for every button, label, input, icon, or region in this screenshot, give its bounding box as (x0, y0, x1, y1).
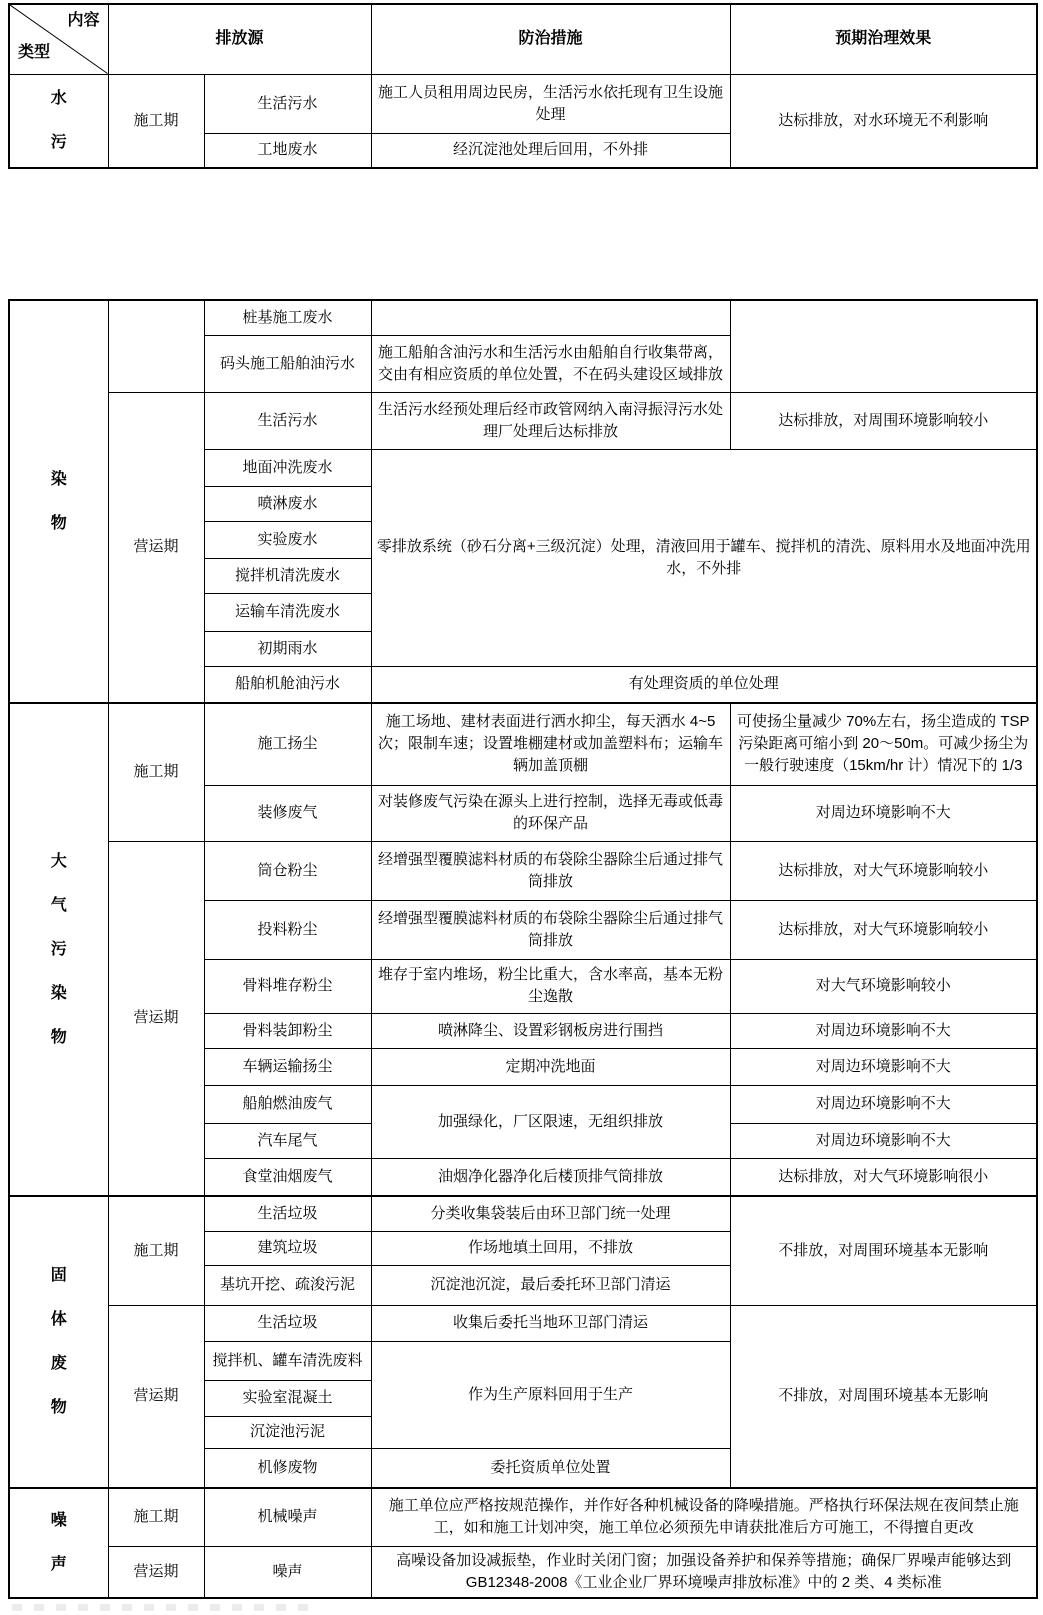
period-cell-air-operation: 营运期 (108, 841, 204, 1196)
source-cell-construction-garbage: 建筑垃圾 (204, 1231, 371, 1265)
header-row (9, 4, 1037, 74)
effect-cell-vehicle-exhaust: 对周边环境影响不大 (730, 1123, 1037, 1158)
category-label-noise: 噪声 (50, 1512, 67, 1573)
source-cell-spray-wastewater: 喷淋废水 (204, 486, 371, 521)
source-cell-sedimentation-sludge: 沉淀池污泥 (204, 1416, 371, 1448)
measure-cell-wharf-oily-water: 施工船舶含油污水和生活污水由船舶自行收集带离，交由有相应资质的单位处置，不在码头建设区域排放 (371, 335, 730, 392)
effect-cell-aggregate-storage-dust: 对大气环境影响较小 (730, 959, 1037, 1013)
period-cell-solid-operation: 营运期 (108, 1305, 204, 1488)
measure-cell-engine-room-oily-water: 有处理资质的单位处理 (371, 666, 1037, 703)
column-header-measure: 防治措施 (371, 4, 730, 74)
period-cell-noise-construction: 施工期 (108, 1488, 204, 1546)
category-cell-air (9, 703, 108, 1196)
effect-cell-feeding-dust: 达标排放，对大气环境影响较小 (730, 900, 1037, 959)
table-row (9, 841, 1037, 900)
effect-cell-kitchen-fume: 达标排放，对大气环境影响很小 (730, 1158, 1037, 1196)
source-cell-operation-noise: 噪声 (204, 1546, 371, 1598)
measure-cell-zero-discharge: 零排放系统（砂石分离+三级沉淀）处理，清液回用于罐车、搅拌机的清洗、原料用水及地面冲洗用水，不外排 (371, 449, 1037, 666)
source-cell-domestic-sewage: 生活污水 (204, 74, 371, 133)
source-cell-ground-washing: 地面冲洗废水 (204, 449, 371, 486)
table-row (9, 74, 1037, 133)
effect-cell-construction-dust: 可使扬尘量减少 70%左右，扬尘造成的 TSP 污染距离可缩小到 20～50m。可减少扬尘为一般行驶速度（15km/hr 计）情况下的 1/3 (730, 703, 1037, 785)
table-row (9, 703, 1037, 785)
source-cell-silo-dust: 筒仓粉尘 (204, 841, 371, 900)
table-row (9, 1196, 1037, 1231)
source-cell-pile-wastewater: 桩基施工废水 (204, 300, 371, 335)
table-row (9, 1488, 1037, 1546)
source-cell-site-wastewater: 工地废水 (204, 133, 371, 168)
period-cell-construction: 施工期 (108, 74, 204, 168)
period-cell-solid-construction: 施工期 (108, 1196, 204, 1305)
measure-cell-vehicle-transport-dust: 定期冲洗地面 (371, 1048, 730, 1085)
effect-cell-aggregate-loading-dust: 对周边环境影响不大 (730, 1013, 1037, 1048)
measure-cell-domestic-sewage: 施工人员租用周边民房，生活污水依托现有卫生设施处理 (371, 74, 730, 133)
source-cell-construction-dust: 施工扬尘 (204, 703, 371, 785)
measure-cell-aggregate-loading-dust: 喷淋降尘、设置彩钢板房进行围挡 (371, 1013, 730, 1048)
column-header-source: 排放源 (108, 4, 371, 74)
measure-cell-operation-noise: 高噪设备加设减振垫，作业时关闭门窗；加强设备养护和保养等措施；确保厂界噪声能够达到 GB12348-2008《工业企业厂界环境噪声排放标准》中的 2 类、4 类标准 (371, 1546, 1037, 1598)
source-cell-lab-wastewater: 实验废水 (204, 521, 371, 558)
measure-cell-recycled: 作为生产原料回用于生产 (371, 1341, 730, 1448)
measure-cell-construction-dust: 施工场地、建材表面进行洒水抑尘，每天洒水 4~5 次；限制车速；设置堆棚建材或加盖塑料布；运输车辆加盖顶棚 (371, 703, 730, 785)
source-cell-construction-domestic-garbage: 生活垃圾 (204, 1196, 371, 1231)
pollution-table-page2 (8, 299, 1038, 1599)
scan-artifact (12, 1604, 312, 1611)
source-cell-kitchen-fume: 食堂油烟废气 (204, 1158, 371, 1196)
category-label-water-part1: 水污 (50, 89, 67, 151)
measure-cell-aggregate-storage-dust: 堆存于室内堆场，粉尘比重大，含水率高，基本无粉尘逸散 (371, 959, 730, 1013)
source-cell-mechanical-noise: 机械噪声 (204, 1488, 371, 1546)
column-header-effect: 预期治理效果 (730, 4, 1037, 74)
measure-cell-greening-shared: 加强绿化，厂区限速，无组织排放 (371, 1085, 730, 1158)
source-cell-operation-domestic-sewage: 生活污水 (204, 392, 371, 449)
measure-cell-decoration-gas: 对装修废气污染在源头上进行控制，选择无毒或低毒的环保产品 (371, 785, 730, 841)
source-cell-aggregate-storage-dust: 骨料堆存粉尘 (204, 959, 371, 1013)
source-cell-ship-fuel-gas: 船舶燃油废气 (204, 1085, 371, 1123)
source-cell-aggregate-loading-dust: 骨料装卸粉尘 (204, 1013, 371, 1048)
corner-label-type: 类型 (18, 43, 51, 61)
category-label-water-part2: 染物 (50, 470, 67, 532)
measure-cell-mechanical-noise: 施工单位应严格按规范操作，并作好各种机械设备的降噪措施。严格执行环保法规在夜间禁止施工，如和施工计划冲突，施工单位必须预先申请获批准后方可施工，不得擅自更改 (371, 1488, 1037, 1546)
source-cell-feeding-dust: 投料粉尘 (204, 900, 371, 959)
source-cell-decoration-gas: 装修废气 (204, 785, 371, 841)
measure-cell-kitchen-fume: 油烟净化器净化后楼顶排气筒排放 (371, 1158, 730, 1196)
corner-label-content: 内容 (67, 12, 100, 29)
source-cell-vehicle-exhaust: 汽车尾气 (204, 1123, 371, 1158)
period-cell-noise-operation: 营运期 (108, 1546, 204, 1598)
period-cell-water-operation: 营运期 (108, 392, 204, 703)
measure-cell-construction-domestic-garbage: 分类收集袋装后由环卫部门统一处理 (371, 1196, 730, 1231)
category-label-air: 大气污染物 (50, 852, 67, 1046)
effect-cell-solid-construction: 不排放，对周围环境基本无影响 (730, 1196, 1037, 1305)
category-cell-water (9, 74, 108, 168)
measure-cell-operation-domestic-sewage: 生活污水经预处理后经市政管网纳入南浔振浔污水处理厂处理后达标排放 (371, 392, 730, 449)
effect-cell-water-construction: 达标排放，对水环境无不利影响 (730, 74, 1037, 168)
effect-cell-vehicle-transport-dust: 对周边环境影响不大 (730, 1048, 1037, 1085)
category-label-solid: 固体废物 (50, 1267, 67, 1416)
table-row (9, 1546, 1037, 1598)
measure-cell-construction-garbage: 作场地填土回用，不排放 (371, 1231, 730, 1265)
measure-cell-operation-domestic-garbage: 收集后委托当地环卫部门清运 (371, 1305, 730, 1341)
source-cell-initial-rainwater: 初期雨水 (204, 631, 371, 666)
source-cell-operation-domestic-garbage: 生活垃圾 (204, 1305, 371, 1341)
effect-cell-ship-fuel-gas: 对周边环境影响不大 (730, 1085, 1037, 1123)
pollution-table-page1 (8, 3, 1038, 169)
table-row (9, 392, 1037, 449)
measure-cell-site-wastewater: 经沉淀池处理后回用，不外排 (371, 133, 730, 168)
period-cell-construction-continued (108, 300, 204, 392)
source-cell-wharf-oily-water: 码头施工船舶油污水 (204, 335, 371, 392)
source-cell-lab-concrete: 实验室混凝土 (204, 1380, 371, 1416)
corner-cell (9, 4, 108, 74)
effect-cell-construction-continued-empty (730, 300, 1037, 392)
effect-cell-operation-domestic-sewage: 达标排放，对周围环境影响较小 (730, 392, 1037, 449)
effect-cell-decoration-gas: 对周边环境影响不大 (730, 785, 1037, 841)
source-cell-truck-washing: 运输车清洗废水 (204, 593, 371, 631)
measure-cell-feeding-dust: 经增强型覆膜滤料材质的布袋除尘器除尘后通过排气筒排放 (371, 900, 730, 959)
measure-cell-silo-dust: 经增强型覆膜滤料材质的布袋除尘器除尘后通过排气筒排放 (371, 841, 730, 900)
source-cell-machine-repair-waste: 机修废物 (204, 1448, 371, 1488)
source-cell-engine-room-oily-water: 船舶机舱油污水 (204, 666, 371, 703)
category-cell-water-continued (9, 300, 108, 703)
source-cell-mixer-washing: 搅拌机清洗废水 (204, 558, 371, 593)
source-cell-excavation-sludge: 基坑开挖、疏浚污泥 (204, 1265, 371, 1305)
effect-cell-silo-dust: 达标排放，对大气环境影响较小 (730, 841, 1037, 900)
source-cell-vehicle-transport-dust: 车辆运输扬尘 (204, 1048, 371, 1085)
table-row (9, 300, 1037, 335)
measure-cell-machine-repair-waste: 委托资质单位处置 (371, 1448, 730, 1488)
period-cell-air-construction: 施工期 (108, 703, 204, 841)
measure-cell-pile-wastewater-empty (371, 300, 730, 335)
table-row (9, 1305, 1037, 1341)
measure-cell-excavation-sludge: 沉淀池沉淀，最后委托环卫部门清运 (371, 1265, 730, 1305)
category-cell-noise (9, 1488, 108, 1598)
effect-cell-solid-operation: 不排放，对周围环境基本无影响 (730, 1305, 1037, 1488)
category-cell-solid (9, 1196, 108, 1488)
source-cell-mixer-truck-washing-waste: 搅拌机、罐车清洗废料 (204, 1341, 371, 1380)
